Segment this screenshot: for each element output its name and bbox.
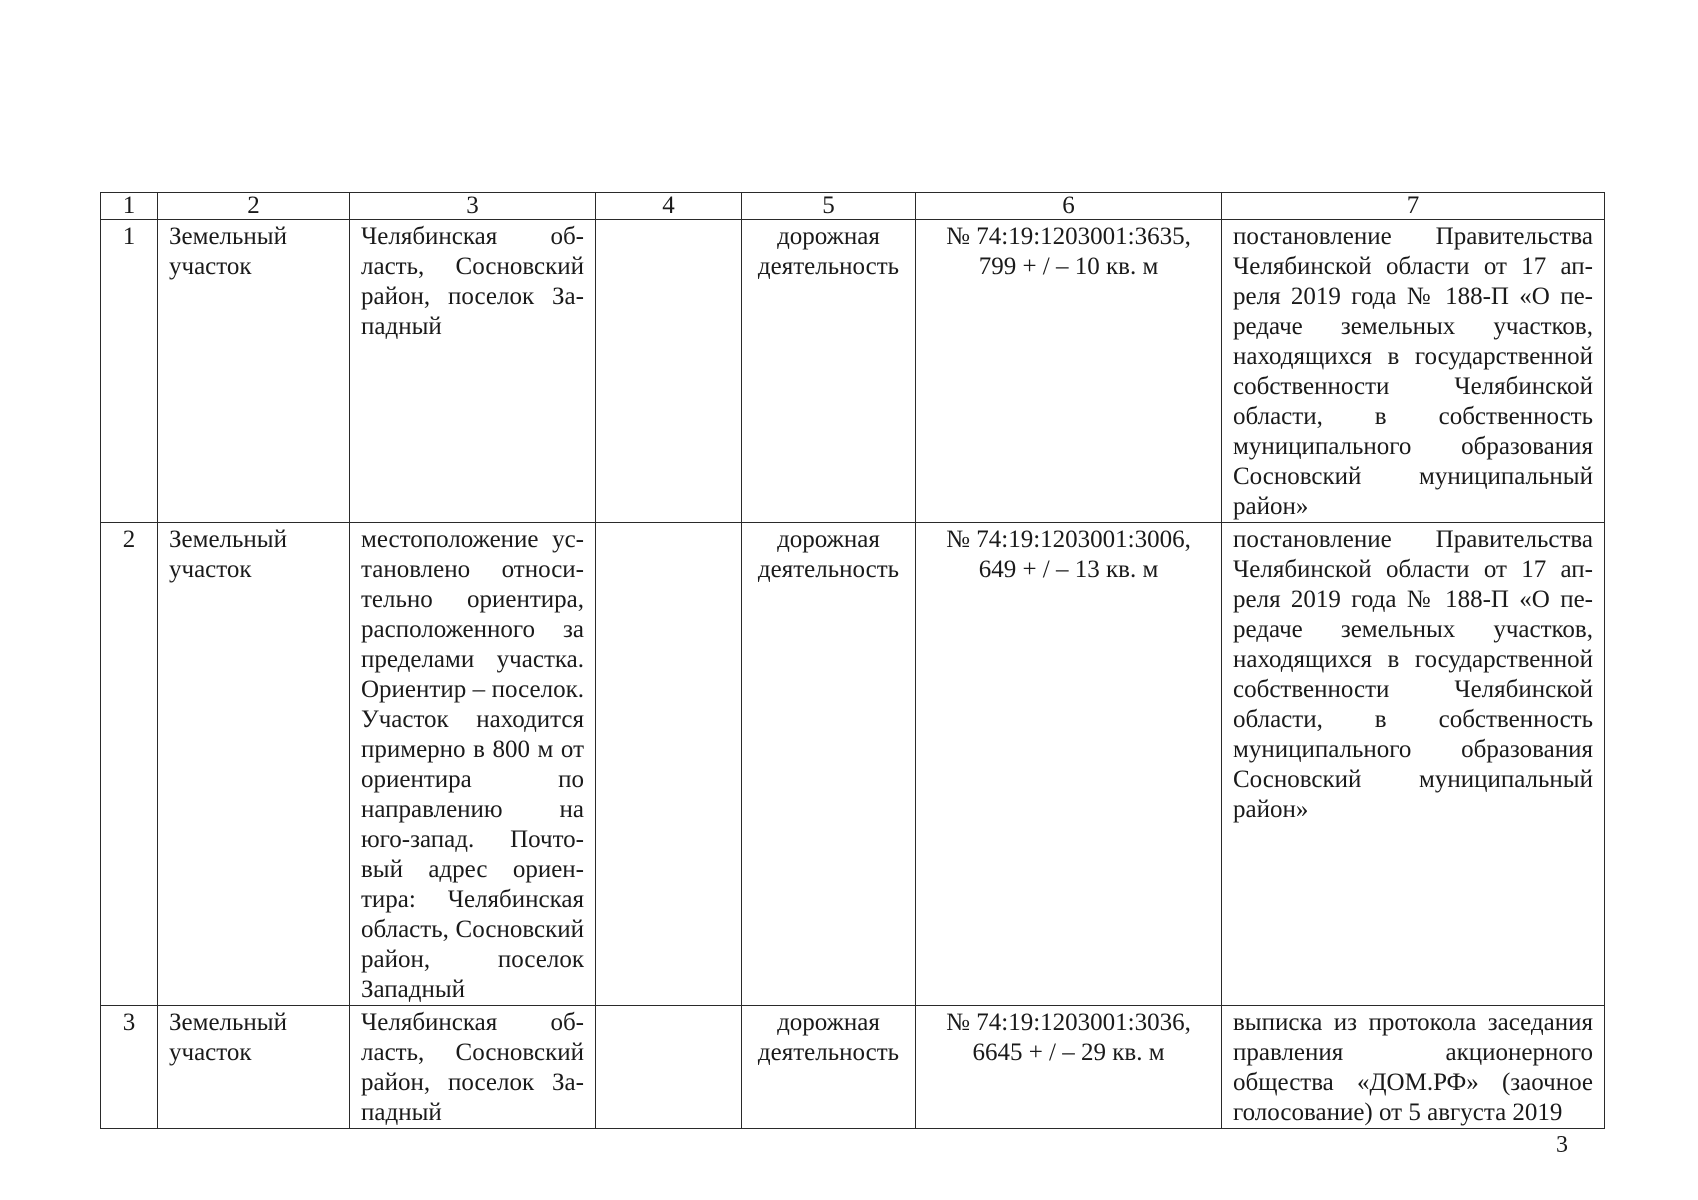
row-number: 1 [101,220,158,523]
column-header: 2 [158,193,350,220]
page-number: 3 [1556,1132,1568,1158]
cadastral-number-area: № 74:19:1203001:3036, 6645 + / – 29 кв. м [916,1006,1222,1129]
permitted-use: дорожная деятельность [742,220,916,523]
permitted-use: дорожная деятельность [742,1006,916,1129]
column-header: 1 [101,193,158,220]
object-location: местоположение установлено относительно ориентира, расположенного за пределами участка. Ориентир – поселок. Участок находится примерно в 800 м от ориентира по направлению на юго-запад. Почтовый адрес ориентира: Челябинская область, Сосновский район, поселок Западный [350,523,596,1006]
cadastral-number-area: № 74:19:1203001:3635, 799 + / – 10 кв. м [916,220,1222,523]
column-header: 3 [350,193,596,220]
column-header: 6 [916,193,1222,220]
legal-basis: постановление Правительства Челябинской области от 17 апреля 2019 года № 188-П «О передаче земельных участков, находящихся в государственной собственности Челябинской области, в собственность муниципального образования Сосновский муниципальный район» [1222,220,1605,523]
empty-cell [596,220,742,523]
row-number: 2 [101,523,158,1006]
empty-cell [596,523,742,1006]
row-number: 3 [101,1006,158,1129]
permitted-use: дорожная деятельность [742,523,916,1006]
column-header: 5 [742,193,916,220]
legal-basis: выписка из протокола заседания правления акционерного общества «ДОМ.РФ» (заочное голосование) от 5 августа 2019 [1222,1006,1605,1129]
table-row [101,523,1605,1006]
column-header: 4 [596,193,742,220]
property-register-table [100,192,1605,1129]
table-row [101,1006,1605,1129]
empty-cell [596,1006,742,1129]
object-location: Челябинская область, Сосновский район, поселок Западный [350,220,596,523]
cadastral-number-area: № 74:19:1203001:3006, 649 + / – 13 кв. м [916,523,1222,1006]
column-header: 7 [1222,193,1605,220]
object-type: Земельный участок [158,220,350,523]
object-type: Земельный участок [158,1006,350,1129]
legal-basis: постановление Правительства Челябинской области от 17 апреля 2019 года № 188-П «О передаче земельных участков, находящихся в государственной собственности Челябинской области, в собственность муниципального образования Сосновский муниципальный район» [1222,523,1605,1006]
object-location: Челябинская область, Сосновский район, поселок Западный [350,1006,596,1129]
column-number-row [101,193,1605,220]
object-type: Земельный участок [158,523,350,1006]
table-row [101,220,1605,523]
